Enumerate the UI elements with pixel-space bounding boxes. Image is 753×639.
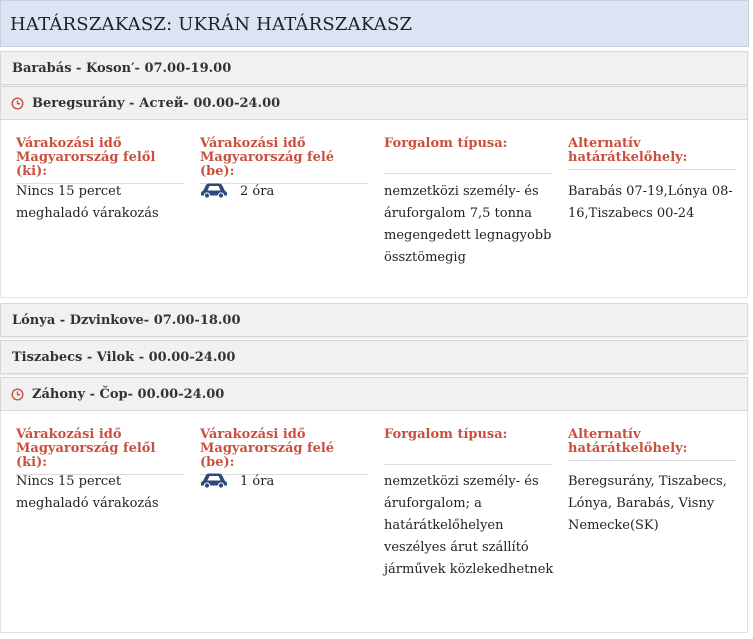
- traffic-type-value: nemzetközi személy- és áruforgalom; a határátkelőhelyen veszélyes árut szállító járművek közlekedhetnek: [384, 474, 554, 577]
- wait-in-value: 2 óra: [240, 184, 275, 199]
- crossing-details-zahony: [0, 411, 748, 633]
- crossing-row-tiszabecs[interactable]: [0, 340, 748, 374]
- crossing-name: Beregsurány - Астей- 00.00-24.00: [32, 96, 281, 111]
- header-wait-in: Várakozási idő Magyarország felé (be):: [200, 137, 368, 184]
- header-wait-in: Várakozási idő Magyarország felé (be):: [200, 428, 368, 475]
- section-title-bar: [0, 0, 749, 47]
- car-icon: [200, 181, 228, 199]
- wait-out-value: Nincs 15 percet meghaladó várakozás: [16, 474, 159, 511]
- wait-out-value: Nincs 15 percet meghaladó várakozás: [16, 184, 159, 221]
- crossing-row-barabas[interactable]: [0, 51, 748, 85]
- car-icon: [200, 471, 228, 489]
- clock-icon: [11, 97, 24, 110]
- header-wait-out: Várakozási idő Magyarország felől (ki):: [16, 137, 184, 184]
- header-traffic-type: Forgalom típusa:: [384, 428, 552, 465]
- wait-in-value: 1 óra: [240, 474, 275, 489]
- header-alternative: Alternatív határátkelőhely:: [568, 137, 736, 170]
- crossing-name: Barabás - Koson′- 07.00-19.00: [12, 61, 232, 76]
- header-traffic-type: Forgalom típusa:: [384, 137, 552, 174]
- traffic-type-value: nemzetközi személy- és áruforgalom 7,5 tonna megengedett legnagyobb össztömegig: [384, 184, 552, 265]
- section-title: HATÁRSZAKASZ: UKRÁN HATÁRSZAKASZ: [10, 14, 413, 35]
- crossing-name: Záhony - Čop- 00.00-24.00: [32, 387, 225, 402]
- clock-icon: [11, 388, 24, 401]
- crossing-name: Tiszabecs - Vilok - 00.00-24.00: [12, 350, 236, 365]
- crossing-details-beregsurany: [0, 120, 748, 298]
- alternative-value: Beregsurány, Tiszabecs, Lónya, Barabás, Visny Nemecke(SK): [568, 474, 727, 533]
- header-wait-out: Várakozási idő Magyarország felől (ki):: [16, 428, 184, 475]
- crossing-row-zahony[interactable]: [0, 377, 748, 411]
- crossing-name: Lónya - Dzvinkove- 07.00-18.00: [12, 313, 241, 328]
- alternative-value: Barabás 07-19,Lónya 08-16,Tiszabecs 00-24: [568, 184, 733, 221]
- crossing-row-beregsurany[interactable]: [0, 86, 748, 120]
- header-alternative: Alternatív határátkelőhely:: [568, 428, 736, 461]
- crossing-row-lonya[interactable]: [0, 303, 748, 337]
